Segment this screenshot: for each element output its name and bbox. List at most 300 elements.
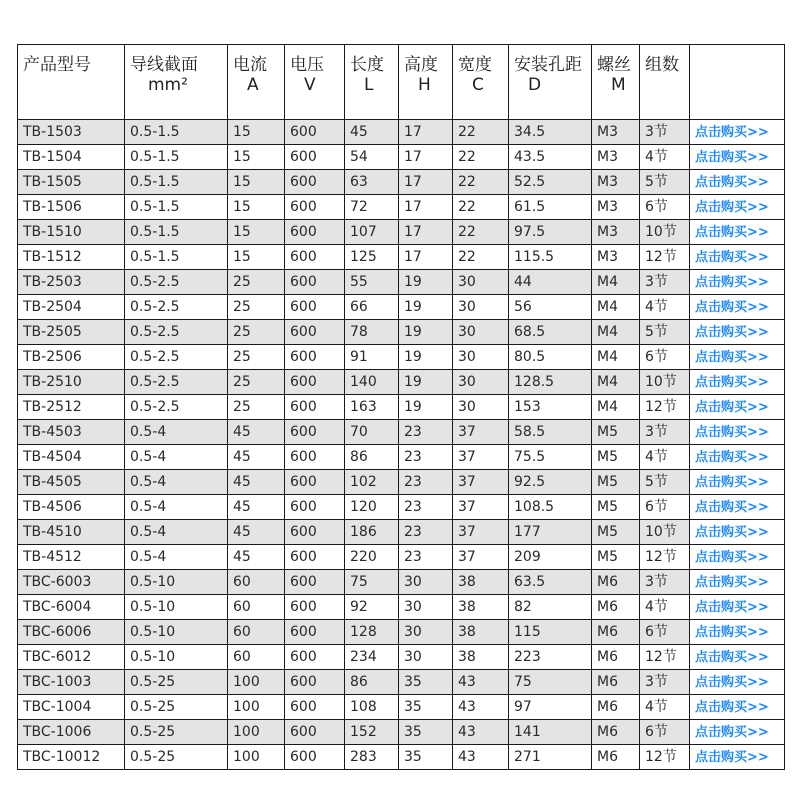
cell-voltage: 600 [285,445,345,470]
cell-height: 35 [399,695,453,720]
cell-current: 45 [228,420,285,445]
cell-height: 17 [399,170,453,195]
cell-screw: M3 [592,145,640,170]
cell-hole-distance: 56 [509,295,592,320]
cell-current: 25 [228,320,285,345]
cell-width: 30 [453,370,509,395]
cell-height: 17 [399,120,453,145]
cell-voltage: 600 [285,620,345,645]
buy-cell [690,270,785,295]
header-buy [690,45,785,120]
cell-screw: M6 [592,570,640,595]
table-row [18,620,785,645]
cell-current: 15 [228,170,285,195]
cell-model: TBC-10012 [18,745,125,770]
table-body [18,120,785,770]
cell-wire-section: 0.5-10 [125,570,228,595]
table-row [18,370,785,395]
cell-sets: 12节 [640,745,690,770]
cell-current: 15 [228,220,285,245]
table-row [18,595,785,620]
header-title: 宽度 [458,55,492,75]
cell-screw: M4 [592,320,640,345]
cell-wire-section: 0.5-1.5 [125,120,228,145]
cell-voltage: 600 [285,345,345,370]
cell-length: 72 [345,195,399,220]
cell-hole-distance: 80.5 [509,345,592,370]
cell-hole-distance: 75.5 [509,445,592,470]
buy-cell [690,120,785,145]
cell-voltage: 600 [285,745,345,770]
cell-sets: 10节 [640,370,690,395]
header-width [453,45,509,120]
cell-height: 30 [399,570,453,595]
cell-model: TB-1510 [18,220,125,245]
header-screw [592,45,640,120]
cell-height: 35 [399,670,453,695]
cell-voltage: 600 [285,495,345,520]
cell-screw: M6 [592,595,640,620]
buy-link[interactable]: 点击购买>> [695,499,769,515]
cell-sets: 3节 [640,420,690,445]
cell-sets: 3节 [640,120,690,145]
header-title: 高度 [404,55,438,75]
cell-wire-section: 0.5-1.5 [125,245,228,270]
cell-wire-section: 0.5-1.5 [125,195,228,220]
cell-sets: 5节 [640,170,690,195]
cell-current: 60 [228,570,285,595]
cell-width: 43 [453,720,509,745]
cell-sets: 10节 [640,220,690,245]
header-title: 组数 [645,55,679,75]
cell-voltage: 600 [285,120,345,145]
cell-width: 38 [453,570,509,595]
cell-width: 43 [453,670,509,695]
cell-length: 163 [345,395,399,420]
table-row [18,645,785,670]
cell-wire-section: 0.5-10 [125,645,228,670]
cell-model: TBC-1006 [18,720,125,745]
cell-hole-distance: 75 [509,670,592,695]
buy-cell [690,320,785,345]
cell-model: TB-4506 [18,495,125,520]
cell-current: 25 [228,395,285,420]
cell-height: 23 [399,545,453,570]
buy-cell [690,720,785,745]
cell-model: TB-4512 [18,545,125,570]
header-voltage [285,45,345,120]
cell-current: 15 [228,245,285,270]
cell-wire-section: 0.5-2.5 [125,345,228,370]
cell-sets: 5节 [640,470,690,495]
cell-current: 60 [228,595,285,620]
header-row [18,45,785,120]
cell-sets: 4节 [640,445,690,470]
cell-width: 30 [453,295,509,320]
cell-hole-distance: 52.5 [509,170,592,195]
buy-cell [690,670,785,695]
cell-screw: M4 [592,295,640,320]
buy-link[interactable]: 点击购买>> [695,349,769,365]
buy-link[interactable]: 点击购买>> [695,174,769,190]
table-row [18,120,785,145]
header-unit: H [418,75,431,95]
cell-sets: 12节 [640,545,690,570]
cell-height: 19 [399,345,453,370]
cell-model: TB-1505 [18,170,125,195]
cell-screw: M5 [592,445,640,470]
cell-hole-distance: 68.5 [509,320,592,345]
cell-current: 45 [228,445,285,470]
cell-length: 66 [345,295,399,320]
cell-voltage: 600 [285,645,345,670]
buy-link[interactable]: 点击购买>> [695,474,769,490]
buy-cell [690,395,785,420]
header-unit: L [364,75,374,95]
cell-current: 60 [228,620,285,645]
cell-wire-section: 0.5-25 [125,695,228,720]
header-unit: A [247,75,259,95]
cell-wire-section: 0.5-2.5 [125,295,228,320]
cell-height: 17 [399,245,453,270]
cell-model: TB-4505 [18,470,125,495]
cell-model: TBC-6004 [18,595,125,620]
cell-model: TB-2503 [18,270,125,295]
cell-screw: M4 [592,395,640,420]
cell-length: 75 [345,570,399,595]
cell-model: TB-2510 [18,370,125,395]
header-unit: mm² [148,75,188,95]
buy-link[interactable]: 点击购买>> [695,599,769,615]
cell-current: 45 [228,520,285,545]
buy-link[interactable]: 点击购买>> [695,124,769,140]
buy-link[interactable]: 点击购买>> [695,224,769,240]
cell-width: 37 [453,470,509,495]
buy-cell [690,295,785,320]
cell-width: 38 [453,595,509,620]
buy-cell [690,420,785,445]
cell-model: TBC-1003 [18,670,125,695]
cell-height: 19 [399,270,453,295]
buy-link[interactable]: 点击购买>> [695,274,769,290]
cell-model: TB-1506 [18,195,125,220]
cell-length: 120 [345,495,399,520]
cell-height: 35 [399,745,453,770]
buy-link[interactable]: 点击购买>> [695,424,769,440]
cell-length: 234 [345,645,399,670]
buy-cell [690,645,785,670]
cell-hole-distance: 34.5 [509,120,592,145]
cell-wire-section: 0.5-25 [125,720,228,745]
cell-sets: 3节 [640,270,690,295]
cell-hole-distance: 209 [509,545,592,570]
cell-voltage: 600 [285,245,345,270]
cell-sets: 4节 [640,695,690,720]
buy-cell [690,745,785,770]
cell-length: 63 [345,170,399,195]
cell-voltage: 600 [285,470,345,495]
cell-model: TB-2506 [18,345,125,370]
header-wire-section [125,45,228,120]
table-row [18,670,785,695]
cell-length: 220 [345,545,399,570]
cell-sets: 10节 [640,520,690,545]
cell-hole-distance: 44 [509,270,592,295]
cell-wire-section: 0.5-2.5 [125,320,228,345]
cell-screw: M4 [592,270,640,295]
table-row [18,695,785,720]
cell-current: 15 [228,120,285,145]
cell-model: TBC-6003 [18,570,125,595]
cell-height: 23 [399,445,453,470]
cell-wire-section: 0.5-25 [125,745,228,770]
buy-link[interactable]: 点击购买>> [695,199,769,215]
header-title: 产品型号 [23,55,91,75]
cell-voltage: 600 [285,670,345,695]
buy-cell [690,545,785,570]
cell-screw: M5 [592,495,640,520]
cell-screw: M5 [592,420,640,445]
cell-width: 43 [453,695,509,720]
header-title: 长度 [350,55,384,75]
table-row [18,170,785,195]
cell-voltage: 600 [285,320,345,345]
buy-link[interactable]: 点击购买>> [695,399,769,415]
buy-cell [690,170,785,195]
table-row [18,145,785,170]
cell-width: 22 [453,220,509,245]
cell-current: 25 [228,345,285,370]
buy-cell [690,470,785,495]
cell-wire-section: 0.5-4 [125,445,228,470]
cell-wire-section: 0.5-2.5 [125,270,228,295]
cell-sets: 6节 [640,495,690,520]
table-row [18,445,785,470]
cell-length: 55 [345,270,399,295]
cell-hole-distance: 223 [509,645,592,670]
cell-screw: M5 [592,470,640,495]
header-length [345,45,399,120]
cell-screw: M6 [592,620,640,645]
cell-width: 38 [453,620,509,645]
header-current [228,45,285,120]
cell-voltage: 600 [285,520,345,545]
buy-link[interactable]: 点击购买>> [695,149,769,165]
cell-wire-section: 0.5-25 [125,670,228,695]
cell-height: 30 [399,595,453,620]
buy-link[interactable]: 点击购买>> [695,699,769,715]
buy-cell [690,620,785,645]
cell-model: TB-2504 [18,295,125,320]
cell-hole-distance: 61.5 [509,195,592,220]
buy-link[interactable]: 点击购买>> [695,674,769,690]
header-hole-distance [509,45,592,120]
table-row [18,470,785,495]
cell-length: 152 [345,720,399,745]
table-row [18,245,785,270]
cell-hole-distance: 63.5 [509,570,592,595]
cell-width: 30 [453,395,509,420]
cell-height: 23 [399,470,453,495]
cell-current: 25 [228,295,285,320]
cell-voltage: 600 [285,370,345,395]
buy-link[interactable]: 点击购买>> [695,649,769,665]
cell-wire-section: 0.5-4 [125,420,228,445]
cell-model: TB-4503 [18,420,125,445]
cell-current: 45 [228,495,285,520]
cell-hole-distance: 141 [509,720,592,745]
cell-length: 70 [345,420,399,445]
buy-cell [690,245,785,270]
cell-screw: M6 [592,670,640,695]
header-height [399,45,453,120]
cell-sets: 6节 [640,620,690,645]
buy-cell [690,145,785,170]
cell-sets: 6节 [640,345,690,370]
cell-voltage: 600 [285,295,345,320]
table-row [18,545,785,570]
cell-hole-distance: 177 [509,520,592,545]
buy-link[interactable]: 点击购买>> [695,449,769,465]
cell-width: 43 [453,745,509,770]
cell-sets: 12节 [640,645,690,670]
cell-width: 37 [453,445,509,470]
header-unit: V [304,75,316,95]
cell-current: 45 [228,470,285,495]
cell-height: 17 [399,195,453,220]
cell-length: 283 [345,745,399,770]
buy-link[interactable]: 点击购买>> [695,524,769,540]
cell-screw: M6 [592,695,640,720]
cell-model: TB-2505 [18,320,125,345]
buy-link[interactable]: 点击购买>> [695,374,769,390]
cell-wire-section: 0.5-4 [125,495,228,520]
header-title: 导线截面 [130,55,198,75]
buy-link[interactable]: 点击购买>> [695,749,769,765]
cell-model: TBC-6006 [18,620,125,645]
cell-hole-distance: 97.5 [509,220,592,245]
cell-wire-section: 0.5-4 [125,520,228,545]
cell-length: 54 [345,145,399,170]
table-row [18,570,785,595]
cell-wire-section: 0.5-2.5 [125,395,228,420]
cell-wire-section: 0.5-1.5 [125,145,228,170]
cell-screw: M3 [592,245,640,270]
table-row [18,745,785,770]
cell-width: 22 [453,145,509,170]
cell-sets: 4节 [640,595,690,620]
table-row [18,720,785,745]
header-unit: D [528,75,542,95]
buy-link[interactable]: 点击购买>> [695,324,769,340]
cell-width: 22 [453,245,509,270]
cell-sets: 6节 [640,720,690,745]
cell-height: 23 [399,495,453,520]
buy-link[interactable]: 点击购买>> [695,724,769,740]
buy-link[interactable]: 点击购买>> [695,299,769,315]
buy-cell [690,695,785,720]
cell-width: 30 [453,320,509,345]
cell-voltage: 600 [285,145,345,170]
cell-hole-distance: 82 [509,595,592,620]
cell-height: 35 [399,720,453,745]
cell-model: TB-1504 [18,145,125,170]
buy-link[interactable]: 点击购买>> [695,549,769,565]
cell-screw: M6 [592,645,640,670]
header-model [18,45,125,120]
cell-sets: 4节 [640,295,690,320]
cell-length: 108 [345,695,399,720]
cell-hole-distance: 115 [509,620,592,645]
cell-length: 102 [345,470,399,495]
buy-link[interactable]: 点击购买>> [695,249,769,265]
cell-sets: 3节 [640,670,690,695]
cell-width: 37 [453,520,509,545]
cell-wire-section: 0.5-10 [125,620,228,645]
header-unit: C [472,75,484,95]
cell-wire-section: 0.5-1.5 [125,220,228,245]
cell-height: 19 [399,370,453,395]
cell-length: 92 [345,595,399,620]
cell-width: 22 [453,120,509,145]
cell-width: 38 [453,645,509,670]
spec-table [17,44,785,770]
cell-voltage: 600 [285,395,345,420]
buy-cell [690,495,785,520]
table-row [18,195,785,220]
buy-link[interactable]: 点击购买>> [695,574,769,590]
cell-screw: M4 [592,370,640,395]
cell-voltage: 600 [285,720,345,745]
buy-cell [690,445,785,470]
header-sets [640,45,690,120]
cell-sets: 5节 [640,320,690,345]
cell-model: TB-2512 [18,395,125,420]
cell-current: 100 [228,695,285,720]
table-row [18,295,785,320]
table-row [18,345,785,370]
table-row [18,420,785,445]
cell-hole-distance: 58.5 [509,420,592,445]
cell-screw: M5 [592,545,640,570]
buy-cell [690,345,785,370]
header-title: 电压 [290,55,324,75]
table-row [18,520,785,545]
cell-screw: M6 [592,720,640,745]
cell-length: 107 [345,220,399,245]
cell-current: 45 [228,545,285,570]
cell-sets: 12节 [640,395,690,420]
cell-length: 140 [345,370,399,395]
table-row [18,220,785,245]
cell-wire-section: 0.5-4 [125,545,228,570]
buy-cell [690,520,785,545]
buy-link[interactable]: 点击购买>> [695,624,769,640]
cell-width: 22 [453,195,509,220]
cell-length: 91 [345,345,399,370]
header-title: 安装孔距 [514,55,582,75]
cell-height: 19 [399,395,453,420]
cell-screw: M6 [592,745,640,770]
cell-height: 17 [399,145,453,170]
cell-height: 19 [399,320,453,345]
cell-sets: 3节 [640,570,690,595]
header-title: 电流 [233,55,267,75]
cell-screw: M3 [592,120,640,145]
cell-current: 100 [228,745,285,770]
cell-sets: 12节 [640,245,690,270]
buy-cell [690,570,785,595]
